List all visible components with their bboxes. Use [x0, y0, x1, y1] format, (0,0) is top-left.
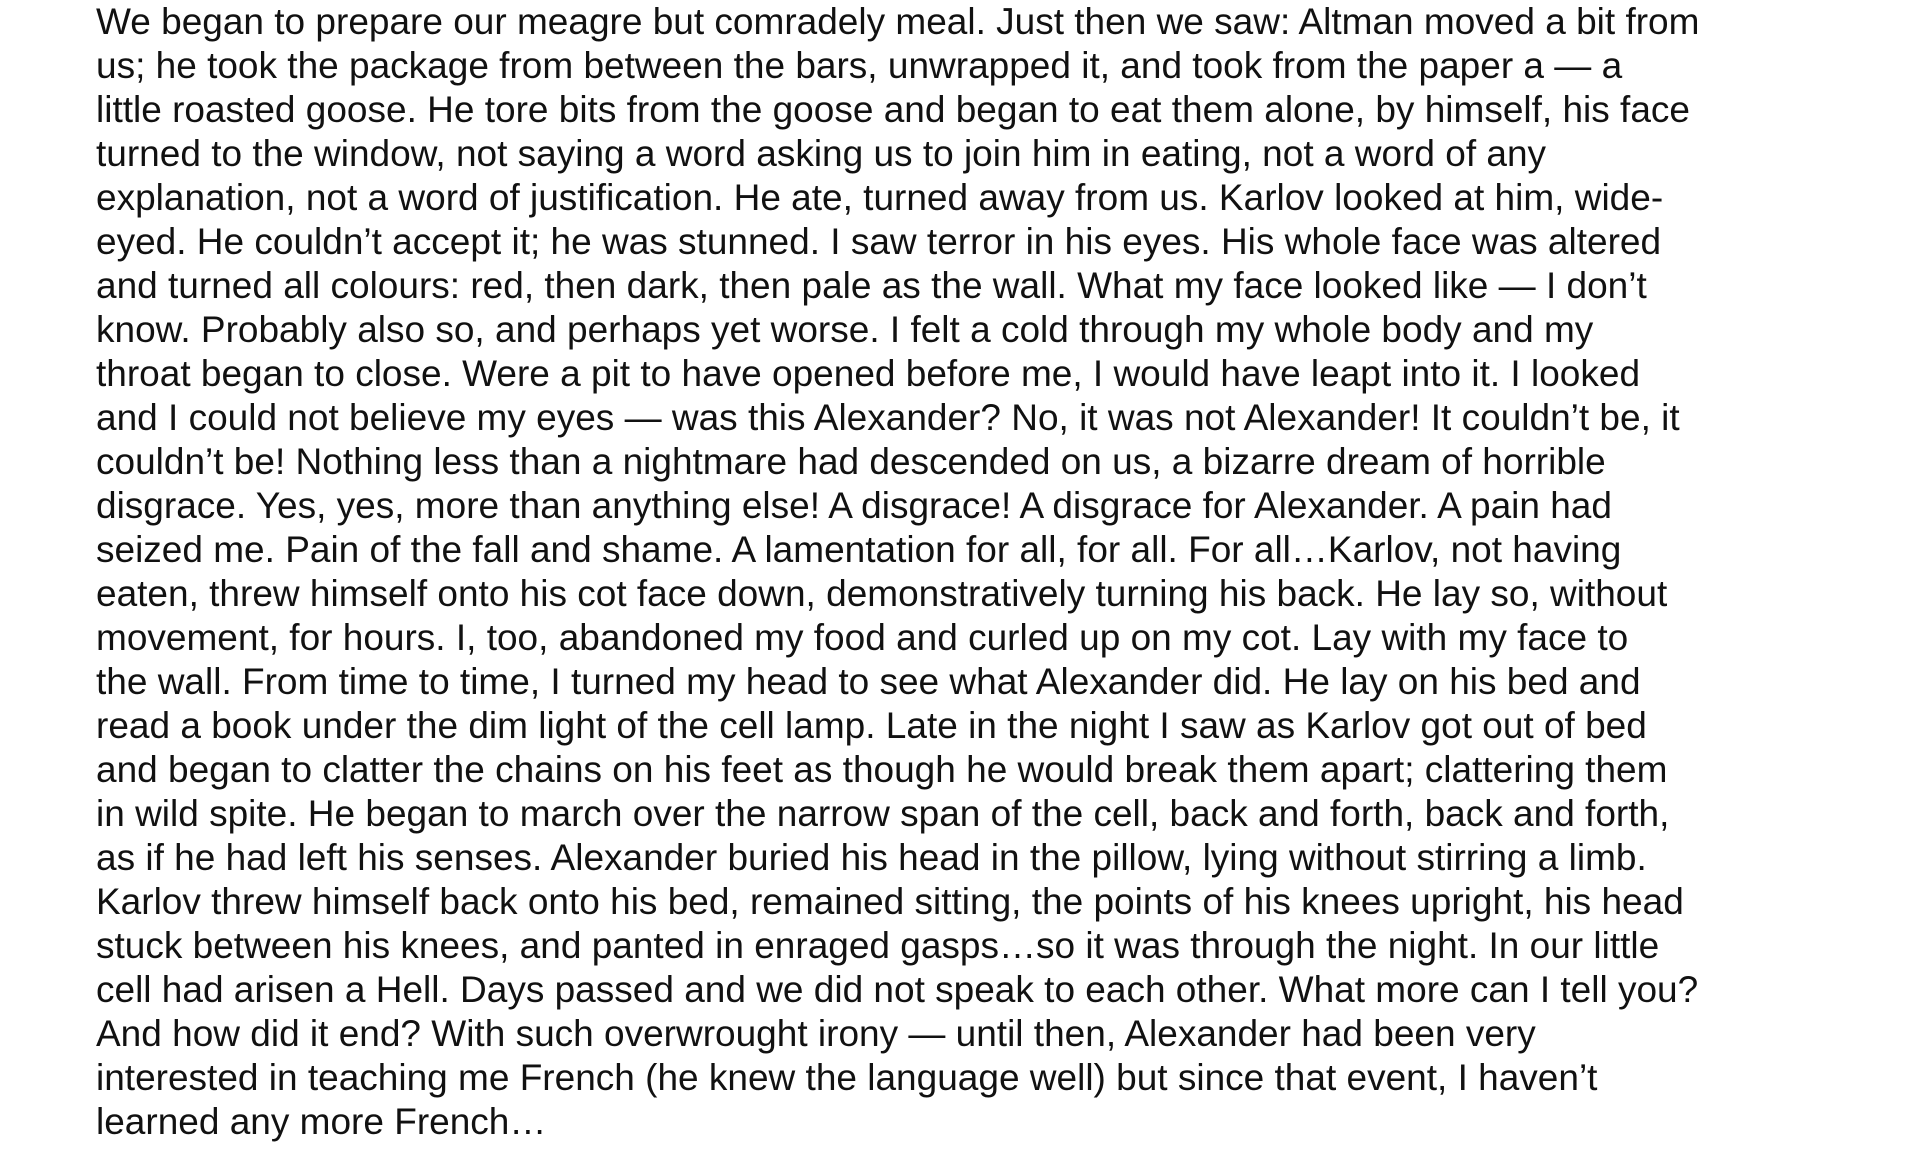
text-line: stuck between his knees, and panted in enraged gasps…so it was through the night. In our little: [96, 925, 1660, 966]
text-line: eyed. He couldn’t accept it; he was stunned. I saw terror in his eyes. His whole face was altered: [96, 221, 1662, 262]
narrative-passage: [96, 0, 1896, 1144]
text-line: learned any more French…: [96, 1101, 547, 1142]
text-line: know. Probably also so, and perhaps yet worse. I felt a cold through my whole body and my: [96, 309, 1594, 350]
text-line: Karlov threw himself back onto his bed, remained sitting, the points of his knees upright, his head: [96, 881, 1684, 922]
text-line: seized me. Pain of the fall and shame. A lamentation for all, for all. For all…Karlov, not having: [96, 529, 1622, 570]
text-line: couldn’t be! Nothing less than a nightmare had descended on us, a bizarre dream of horrible: [96, 441, 1606, 482]
text-line: and I could not believe my eyes — was this Alexander? No, it was not Alexander! It couldn’t be, it: [96, 397, 1680, 438]
text-line: cell had arisen a Hell. Days passed and we did not speak to each other. What more can I tell you?: [96, 969, 1699, 1010]
text-line: We began to prepare our meagre but comradely meal. Just then we saw: Altman moved a bit from: [96, 1, 1700, 42]
text-line: and turned all colours: red, then dark, then pale as the wall. What my face looked like — I don’t: [96, 265, 1647, 306]
text-line: us; he took the package from between the bars, unwrapped it, and took from the paper a — a: [96, 45, 1623, 86]
text-line: eaten, threw himself onto his cot face down, demonstratively turning his back. He lay so, without: [96, 573, 1668, 614]
text-line: the wall. From time to time, I turned my head to see what Alexander did. He lay on his bed and: [96, 661, 1641, 702]
text-line: little roasted goose. He tore bits from the goose and began to eat them alone, by himself, his face: [96, 89, 1690, 130]
text-line: and began to clatter the chains on his feet as though he would break them apart; clattering them: [96, 749, 1668, 790]
text-line: throat began to close. Were a pit to have opened before me, I would have leapt into it. I looked: [96, 353, 1641, 394]
text-line: turned to the window, not saying a word asking us to join him in eating, not a word of any: [96, 133, 1547, 174]
text-line: movement, for hours. I, too, abandoned my food and curled up on my cot. Lay with my face to: [96, 617, 1629, 658]
text-line: explanation, not a word of justification. He ate, turned away from us. Karlov looked at him, wide-: [96, 177, 1664, 218]
text-line: And how did it end? With such overwrought irony — until then, Alexander had been very: [96, 1013, 1536, 1054]
text-line: interested in teaching me French (he knew the language well) but since that event, I haven’t: [96, 1057, 1598, 1098]
text-line: read a book under the dim light of the cell lamp. Late in the night I saw as Karlov got out of bed: [96, 705, 1647, 746]
text-line: disgrace. Yes, yes, more than anything else! A disgrace! A disgrace for Alexander. A pain had: [96, 485, 1612, 526]
text-line: as if he had left his senses. Alexander buried his head in the pillow, lying without stirring a limb.: [96, 837, 1647, 878]
text-line: in wild spite. He began to march over the narrow span of the cell, back and forth, back and forth,: [96, 793, 1670, 834]
